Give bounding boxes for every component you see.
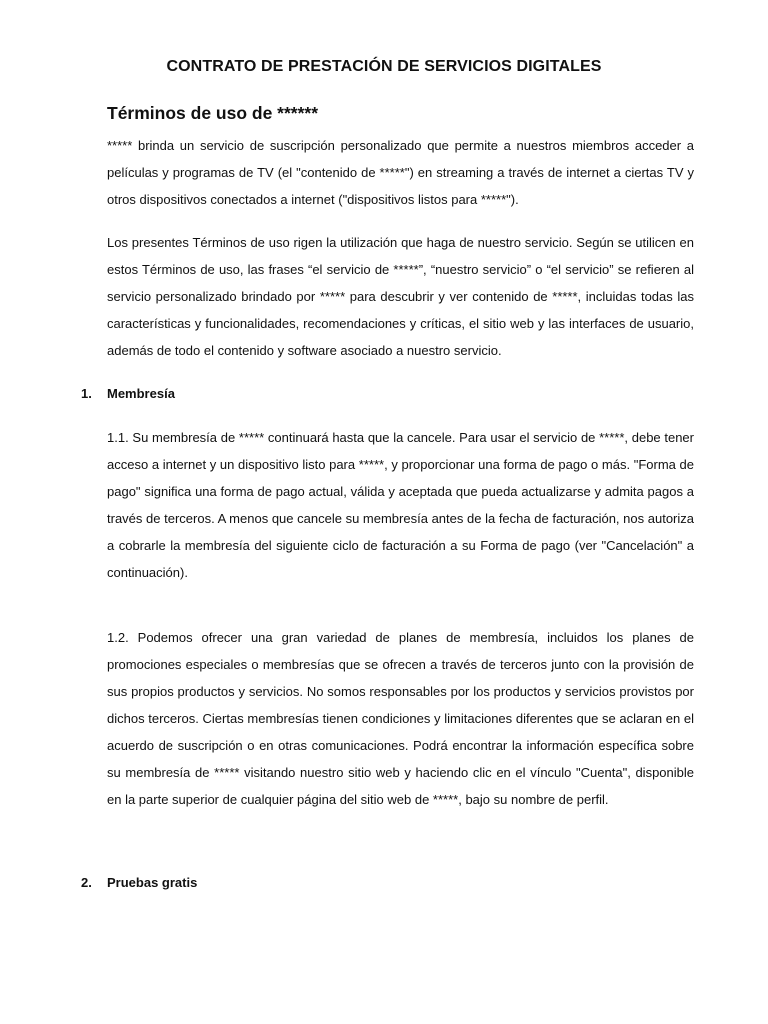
terms-heading: Términos de uso de ******: [107, 103, 319, 123]
section-free-trials: [81, 875, 197, 890]
scope-paragraph: Los presentes Términos de uso rigen la utilización que haga de nuestro servicio. Según se utilicen en estos Términos de uso, las frases “el servicio de *****”, “nuestro servicio” o “el servicio” se refieren al servicio personalizado brindado por ***** para descubrir y ver contenido de *****, incluidas todas las características y funcionalidades, recomendaciones y críticas, el sitio web y las interfaces de usuario, además de todo el contenido y software asociado a nuestro servicio.: [107, 235, 694, 358]
section-label: Pruebas gratis: [107, 875, 198, 890]
section-label: Membresía: [107, 386, 175, 401]
clause-1-1: 1.1. Su membresía de ***** continuará hasta que la cancele. Para usar el servicio de *****, debe tener acceso a internet y un dispositivo listo para *****, y proporcionar una forma de pago o más. "Forma de pago" significa una forma de pago actual, válida y aceptada que pueda actualizarse y admita pagos a través de terceros. A menos que cancele su membresía antes de la fecha de facturación, nos autoriza a cobrarle la membresía del siguiente ciclo de facturación a su Forma de pago (ver "Cancelación" a continuación).: [107, 430, 694, 580]
section-membership: [81, 386, 175, 401]
clause-1-2: 1.2. Podemos ofrecer una gran variedad de planes de membresía, incluidos los planes de promociones especiales o membresías que se ofrecen a través de terceros junto con la provisión de sus propios productos y servicios. No somos responsables por los productos y servicios provistos por dichos terceros. Ciertas membresías tienen condiciones y limitaciones diferentes que se aclaran en el acuerdo de suscripción o en otras comunicaciones. Podrá encontrar la información específica sobre su membresía de ***** visitando nuestro sitio web y haciendo clic en el vínculo "Cuenta", disponible en la parte superior de cualquier página del sitio web de *****, bajo su nombre de perfil.: [107, 630, 694, 807]
section-number: 2.: [81, 875, 92, 890]
intro-paragraph: ***** brinda un servicio de suscripción personalizado que permite a nuestros miembros acceder a películas y programas de TV (el "contenido de *****") en streaming a través de internet a ciertas TV y otros dispositivos conectados a internet ("dispositivos listos para *****").: [107, 138, 694, 207]
section-number: 1.: [81, 386, 92, 401]
document-title: CONTRATO DE PRESTACIÓN DE SERVICIOS DIGITALES: [166, 58, 602, 75]
